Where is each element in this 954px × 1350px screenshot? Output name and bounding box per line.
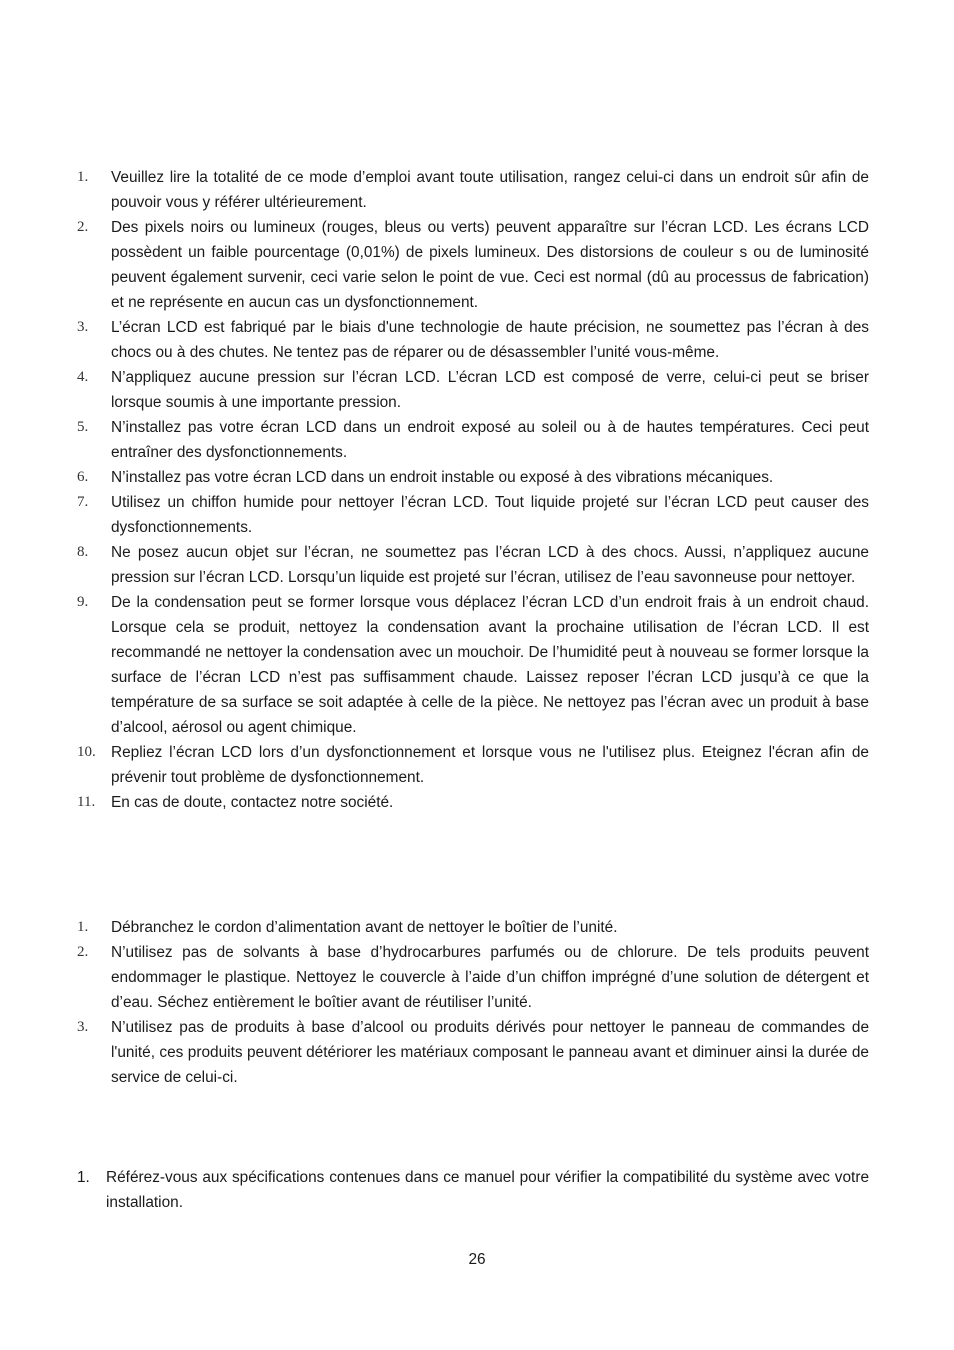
list-item [0, 1165, 869, 1215]
list-item-text: N’installez pas votre écran LCD dans un endroit instable ou exposé à des vibrations mécaniques. [111, 469, 774, 486]
list-item-number: 1. [77, 169, 89, 185]
list-item-number: 10. [77, 744, 96, 760]
list-item-text: Débranchez le cordon d’alimentation avant de nettoyer le boîtier de l’unité. [111, 919, 618, 936]
list-item [0, 790, 869, 815]
list-item-text: Des pixels noirs ou lumineux (rouges, bleus ou verts) peuvent apparaître sur l’écran LCD. Les écrans LCD possèdent un faible pourcentage (0,01%) de pixels lumineux. Des distorsions de couleur s ou de luminosité peuvent également survenir, ceci varie selon le point de vue. Ceci est normal (dû au processus de fabrication) et ne représente en aucun cas un dysfonctionnement. [111, 219, 869, 311]
list-item [0, 165, 869, 215]
list-item-text: N’installez pas votre écran LCD dans un endroit exposé au soleil ou à de hautes températures. Ceci peut entraîner des dysfonctionnements. [111, 419, 869, 461]
list-item-text: Veuillez lire la totalité de ce mode d’emploi avant toute utilisation, rangez celui-ci dans un endroit sûr afin de pouvoir vous y référer ultérieurement. [111, 169, 869, 211]
list-item-number: 3. [77, 1019, 89, 1035]
list-item-number: 8. [77, 544, 89, 560]
list-item-number: 1. [77, 919, 89, 935]
list-item [0, 215, 869, 315]
list-item-text: De la condensation peut se former lorsque vous déplacez l’écran LCD d’un endroit frais à un endroit chaud. Lorsque cela se produit, nettoyez la condensation avant la prochaine utilisation de l’écran LCD. Il est recommandé ne nettoyer la condensation avec un mouchoir. De l’humidité peut à nouveau se former lorsque la surface de l’écran LCD n’est pas suffisamment chaude. Laissez reposer l’écran LCD jusqu’à ce que la température de sa surface se soit adaptée à celle de la pièce. Ne nettoyez pas l’écran avec un produit à base d’alcool, aérosol ou agent chimique. [111, 594, 869, 736]
list-item [0, 415, 869, 465]
list-item [0, 740, 869, 790]
list-item [0, 490, 869, 540]
list-item-text: Référez-vous aux spécifications contenues dans ce manuel pour vérifier la compatibilité du système avec votre installation. [106, 1169, 869, 1211]
cleaning-instructions-list [0, 915, 954, 1090]
list-item [0, 590, 869, 740]
list-item-number: 2. [77, 219, 89, 235]
list-item [0, 1015, 869, 1090]
list-item-number: 11. [77, 794, 96, 810]
list-item-number: 2. [77, 944, 89, 960]
list-item [0, 915, 869, 940]
list-item [0, 465, 869, 490]
list-item [0, 540, 869, 590]
list-item-number: 5. [77, 419, 89, 435]
installation-list [0, 1165, 954, 1215]
page-number: 26 [468, 1251, 486, 1268]
list-item-text: Utilisez un chiffon humide pour nettoyer l’écran LCD. Tout liquide projeté sur l’écran LCD peut causer des dysfonctionnements. [111, 494, 869, 536]
list-item-number: 3. [77, 319, 89, 335]
list-item-text: Ne posez aucun objet sur l’écran, ne soumettez pas l’écran LCD à des chocs. Aussi, n’appliquez aucune pression sur l’écran LCD. Lorsqu’un liquide est projeté sur l’écran, utilisez de l’eau savonneuse pour nettoyer. [111, 544, 869, 586]
list-item-number: 7. [77, 494, 89, 510]
list-item-text: Repliez l’écran LCD lors d’un dysfonctionnement et lorsque vous ne l'utilisez plus. Eteignez l'écran afin de prévenir tout problème de dysfonctionnement. [111, 744, 869, 786]
list-item-text: N’utilisez pas de solvants à base d’hydrocarbures parfumés ou de chlorure. De tels produits peuvent endommager le plastique. Nettoyez le couvercle à l’aide d’un chiffon imprégné d’une solution de détergent et d’eau. Séchez entièrement le boîtier avant de réutiliser l’unité. [111, 944, 869, 1011]
list-item-text: En cas de doute, contactez notre société. [111, 794, 394, 811]
list-item-text: L’écran LCD est fabriqué par le biais d'une technologie de haute précision, ne soumettez pas l’écran à des chocs ou à des chutes. Ne tentez pas de réparer ou de désassembler l’unité vous-même. [111, 319, 869, 361]
list-item-number: 1. [77, 1169, 90, 1186]
list-item [0, 365, 869, 415]
list-item-number: 4. [77, 369, 89, 385]
lcd-precautions-list [0, 165, 954, 815]
list-item [0, 940, 869, 1015]
list-item-number: 9. [77, 594, 89, 610]
list-item [0, 315, 869, 365]
list-item-number: 6. [77, 469, 89, 485]
list-item-text: N’utilisez pas de produits à base d’alcool ou produits dérivés pour nettoyer le panneau de commandes de l'unité, ces produits peuvent détériorer les matériaux composant le panneau avant et diminuer ainsi la durée de service de celui-ci. [111, 1019, 869, 1086]
list-item-text: N’appliquez aucune pression sur l’écran LCD. L’écran LCD est composé de verre, celui-ci peut se briser lorsque soumis à une importante pression. [111, 369, 869, 411]
